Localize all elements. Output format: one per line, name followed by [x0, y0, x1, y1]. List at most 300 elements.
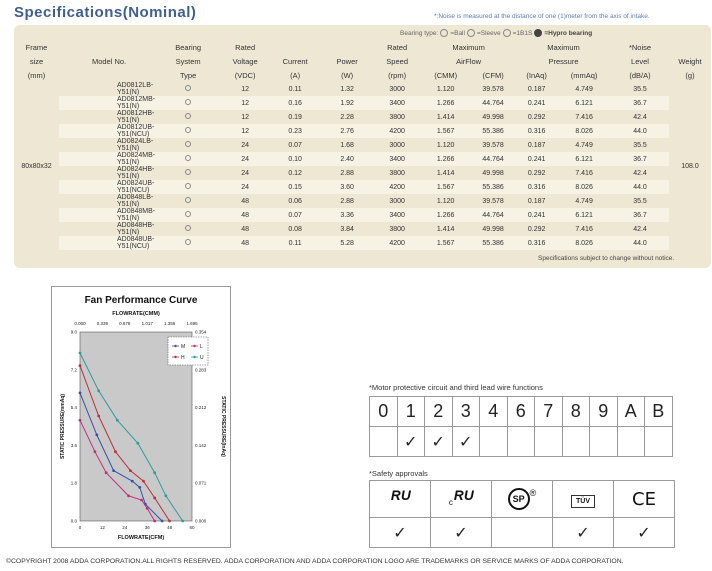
- voltage-cell: 12: [221, 124, 269, 138]
- motor-function-check: [370, 427, 398, 457]
- speed-cell: 3400: [373, 96, 421, 110]
- noise-cell: 35.5: [633, 85, 647, 93]
- series-point-H: [114, 450, 117, 453]
- series-point-H: [129, 469, 132, 472]
- table-row: [14, 222, 711, 236]
- header-power-1: Power: [336, 56, 358, 66]
- header-frame-1: Frame: [25, 42, 48, 52]
- series-point-M: [95, 434, 98, 437]
- cfm-cell: 55.386: [470, 180, 516, 194]
- safety-approval-check: ✓: [431, 518, 492, 548]
- spec-table: [14, 40, 711, 250]
- header-airflow-cfm: (CFM): [482, 70, 504, 80]
- cfm-cell: 39.578: [482, 85, 504, 93]
- header-weight-1: Weight: [678, 56, 702, 66]
- ball-bearing-icon: [185, 113, 191, 119]
- bearing-cell: [155, 222, 221, 236]
- ce-logo: CE: [632, 488, 656, 510]
- inaq-cell: 0.292: [527, 225, 546, 233]
- series-point-M: [79, 392, 82, 395]
- cfm-cell: 55.386: [470, 236, 516, 250]
- current-cell: 0.07: [269, 208, 321, 222]
- current-cell: 0.16: [269, 96, 321, 110]
- noise-note: *:Noise is measured at the distance of one (1)meter from the axis of intake.: [434, 13, 650, 20]
- ball-bearing-icon: [185, 127, 191, 133]
- table-row: [14, 138, 711, 152]
- mmaq-cell: 8.026: [557, 180, 611, 194]
- bearing-cell: [155, 180, 221, 194]
- model-cell: AD0824LB-Y51(N): [117, 138, 154, 152]
- cfm-cell: 44.764: [470, 208, 516, 222]
- series-point-L: [127, 494, 130, 497]
- cmm-cell: 1.266: [421, 152, 470, 166]
- current-cell: 0.10: [269, 152, 321, 166]
- x-tick-label: 36: [144, 525, 150, 530]
- cmm-cell: 1.414: [436, 113, 455, 121]
- header-airflow-cmm: (CMM): [434, 70, 458, 80]
- motor-function-code: 0: [370, 397, 398, 427]
- bearing-cell: [155, 236, 221, 250]
- ce-logo-cell: [614, 481, 675, 518]
- bearing-cell: [155, 208, 221, 222]
- noise-cell: 44.0: [611, 180, 669, 194]
- speed-cell: 3000: [389, 197, 405, 205]
- noise-cell: 35.5: [633, 197, 647, 205]
- mmaq-cell: 4.749: [575, 85, 593, 93]
- cul-logo: ᴿᵁ: [452, 487, 474, 510]
- bearing-legend-b1s: =1B1S: [512, 29, 533, 37]
- y-left-tick-label: 9.0: [70, 329, 77, 335]
- current-cell: 0.11: [288, 85, 302, 93]
- cmm-cell: 1.567: [421, 236, 470, 250]
- voltage-cell: 24: [241, 169, 250, 177]
- x-top-tick-label: 1.695: [186, 321, 198, 326]
- motor-function-check: ✓: [397, 427, 425, 457]
- series-point-L: [94, 450, 97, 453]
- ball-bearing-icon: [185, 239, 191, 245]
- speed-cell: 3000: [389, 141, 405, 149]
- hypro-bearing-icon: [534, 29, 542, 37]
- legend-label-L: L: [200, 343, 203, 350]
- cmm-cell: 1.120: [436, 141, 455, 149]
- inaq-cell: 0.187: [527, 85, 546, 93]
- current-cell: 0.06: [288, 197, 302, 205]
- x-top-tick-label: 1.017: [141, 321, 153, 326]
- noise-cell: 44.0: [611, 236, 669, 250]
- csa-logo: SP: [508, 488, 530, 510]
- ul-logo: ᴿᵁ: [389, 487, 411, 510]
- inaq-cell: 0.316: [516, 180, 557, 194]
- noise-cell: 35.5: [633, 141, 647, 149]
- motor-function-code: 3: [452, 397, 480, 427]
- header-noise-1: *Noise: [628, 42, 652, 52]
- cmm-cell: 1.567: [421, 124, 470, 138]
- header-bearing-3: Type: [180, 70, 197, 80]
- voltage-cell: 24: [221, 180, 269, 194]
- header-weight-2: (g): [685, 70, 695, 80]
- series-point-U: [153, 471, 156, 474]
- mmaq-cell: 8.026: [557, 236, 611, 250]
- speed-cell: 3000: [389, 85, 405, 93]
- series-point-U: [79, 352, 82, 355]
- model-cell: AD0812MB-Y51(N): [59, 96, 155, 110]
- y-left-axis-label: STATIC PRESSURE(mmAq): [60, 393, 66, 460]
- bearing-legend-prefix: Bearing type:: [400, 29, 439, 37]
- speed-cell: 3400: [373, 152, 421, 166]
- voltage-cell: 12: [221, 96, 269, 110]
- voltage-cell: 48: [241, 225, 250, 233]
- cmm-cell: 1.567: [421, 180, 470, 194]
- power-cell: 3.84: [340, 225, 354, 233]
- cfm-cell: 49.998: [482, 169, 504, 177]
- legend-marker-H: [174, 356, 176, 358]
- voltage-cell: 24: [221, 152, 269, 166]
- series-point-L: [79, 419, 82, 422]
- header-frame-2: size: [29, 56, 44, 66]
- cul-logo-cell: [431, 481, 492, 518]
- motor-function-code: 4: [480, 397, 508, 427]
- header-voltage-3: (VDC): [234, 70, 256, 80]
- legend-marker-M: [174, 345, 176, 347]
- speed-cell: 4200: [373, 180, 421, 194]
- power-cell: 2.88: [340, 197, 354, 205]
- csa-logo-cell: [492, 481, 553, 518]
- legend-label-H: H: [181, 354, 185, 361]
- speed-cell: 3800: [389, 225, 405, 233]
- noise-cell: 36.7: [611, 152, 669, 166]
- current-cell: 0.11: [269, 236, 321, 250]
- ball-bearing-icon: [185, 99, 191, 105]
- model-cell: AD0848MB-Y51(N): [59, 208, 155, 222]
- table-row: [14, 152, 711, 166]
- bearing-cell: [155, 96, 221, 110]
- x-top-tick-label: 0.000: [74, 321, 86, 326]
- ball-bearing-icon: [185, 85, 191, 91]
- cfm-cell: 55.386: [470, 124, 516, 138]
- x-top-tick-label: 1.356: [163, 321, 176, 326]
- ball-bearing-icon: [185, 197, 191, 203]
- header-speed-3: (rpm): [388, 70, 407, 80]
- header-noise-2: Level: [631, 56, 649, 66]
- y-right-tick-label: 0.212: [195, 405, 207, 411]
- series-point-U: [116, 419, 119, 422]
- y-right-tick-label: 0.142: [195, 442, 207, 448]
- model-cell: AD0848LB-Y51(N): [117, 194, 154, 208]
- series-point-L: [105, 471, 108, 474]
- y-left-tick-label: 0.0: [70, 518, 77, 524]
- header-speed-2: Speed: [386, 56, 408, 66]
- power-cell: 1.32: [340, 85, 354, 93]
- speed-cell: 3800: [389, 113, 405, 121]
- table-row: [14, 166, 711, 180]
- bearing-cell: [155, 82, 221, 96]
- power-cell: 3.60: [321, 180, 373, 194]
- weight-cell: 108.0: [669, 82, 711, 250]
- series-point-M: [131, 480, 134, 483]
- header-current-2: (A): [290, 70, 301, 80]
- speed-cell: 4200: [373, 236, 421, 250]
- table-row: [14, 180, 711, 194]
- series-point-M: [138, 486, 141, 489]
- bearing-cell: [155, 194, 221, 208]
- header-pressure-1: Maximum: [547, 42, 580, 52]
- change-notice: Specifications subject to change without notice.: [538, 255, 675, 262]
- voltage-cell: 48: [241, 197, 250, 205]
- cul-logo-c: c: [448, 497, 453, 507]
- header-current-1: Current: [282, 56, 308, 66]
- inaq-cell: 0.292: [527, 169, 546, 177]
- table-row: [14, 96, 711, 110]
- bearing-cell: [155, 138, 221, 152]
- power-cell: 1.68: [340, 141, 354, 149]
- mmaq-cell: 4.749: [575, 197, 593, 205]
- mmaq-cell: 8.026: [557, 124, 611, 138]
- header-bearing-1: Bearing: [175, 42, 202, 52]
- current-cell: 0.23: [269, 124, 321, 138]
- voltage-cell: 48: [221, 236, 269, 250]
- legend-label-M: M: [181, 343, 186, 350]
- header-speed-1: Rated: [387, 42, 408, 52]
- motor-function-check: ✓: [452, 427, 480, 457]
- noise-cell: 44.0: [611, 124, 669, 138]
- speed-cell: 4200: [373, 124, 421, 138]
- safety-approval-check: ✓: [614, 518, 675, 548]
- safety-approval-check: [492, 518, 553, 548]
- bearing-legend-ball: =Ball: [450, 29, 465, 37]
- header-model: Model No.: [91, 56, 127, 66]
- mmaq-cell: 7.416: [575, 113, 593, 121]
- speed-cell: 3800: [389, 169, 405, 177]
- series-point-U: [136, 442, 139, 445]
- ball-bearing-icon: [185, 169, 191, 175]
- model-cell: AD0824HB-Y51(N): [117, 166, 155, 180]
- sleeve-bearing-icon: [467, 29, 475, 37]
- safety-approvals-table: [369, 480, 675, 548]
- header-airflow-2: AirFlow: [456, 56, 482, 66]
- motor-function-check: [590, 427, 618, 457]
- ball-bearing-icon: [440, 29, 448, 37]
- model-cell: AD0848UB-Y51(NCU): [59, 236, 155, 250]
- model-cell: AD0824UB-Y51(NCU): [59, 180, 155, 194]
- x-top-tick-label: 0.339: [96, 321, 109, 326]
- chart-title: Fan Performance Curve: [84, 295, 198, 306]
- cfm-cell: 44.764: [470, 96, 516, 110]
- cmm-cell: 1.414: [436, 169, 455, 177]
- tuv-logo-cell: [553, 481, 614, 518]
- series-point-L: [153, 520, 156, 523]
- ball-bearing-icon: [185, 141, 191, 147]
- safety-approval-check: ✓: [553, 518, 614, 548]
- voltage-cell: 12: [241, 113, 250, 121]
- y-right-axis-label: STATIC PRESSURE(InAq): [220, 396, 226, 457]
- bearing-cell: [155, 124, 221, 138]
- inaq-cell: 0.187: [527, 141, 546, 149]
- power-cell: 5.28: [321, 236, 373, 250]
- tuv-logo: TÜV: [571, 495, 595, 508]
- header-voltage-1: Rated: [235, 42, 256, 52]
- motor-function-check: [507, 427, 535, 457]
- y-right-tick-label: 0.354: [195, 329, 207, 335]
- mmaq-cell: 7.416: [575, 169, 593, 177]
- motor-function-check: [535, 427, 563, 457]
- series-point-M: [161, 520, 164, 523]
- series-point-U: [181, 520, 184, 523]
- x-tick-label: 12: [99, 525, 105, 530]
- ball-bearing-icon: [185, 211, 191, 217]
- current-cell: 0.07: [288, 141, 302, 149]
- speed-cell: 3400: [373, 208, 421, 222]
- header-pressure-inaq: (InAq): [526, 70, 547, 80]
- noise-cell: 42.4: [633, 225, 647, 233]
- noise-cell: 42.4: [633, 113, 647, 121]
- motor-function-code: 8: [562, 397, 590, 427]
- motor-function-code: 2: [425, 397, 453, 427]
- legend-label-U: U: [200, 354, 204, 361]
- bearing-legend-sleeve: =Sleeve: [476, 29, 501, 37]
- series-point-L: [146, 507, 149, 510]
- model-cell: AD0812LB-Y51(N): [117, 82, 154, 96]
- y-right-tick-label: 0.283: [195, 367, 207, 373]
- motor-function-code: B: [645, 397, 673, 427]
- mmaq-cell: 7.416: [575, 225, 593, 233]
- y-left-tick-label: 3.6: [70, 442, 77, 448]
- inaq-cell: 0.292: [527, 113, 546, 121]
- x-axis-label: FLOWRATE(CFM): [117, 535, 165, 541]
- cfm-cell: 44.764: [470, 152, 516, 166]
- bearing-cell: [155, 166, 221, 180]
- model-cell: AD0812UB-Y51(NCU): [59, 124, 155, 138]
- motor-functions-label: *Motor protective circuit and third lead wire functions: [369, 383, 543, 392]
- voltage-cell: 48: [221, 208, 269, 222]
- voltage-cell: 12: [241, 85, 250, 93]
- legend-marker-U: [193, 356, 195, 358]
- ul-logo-cell: [370, 481, 431, 518]
- legend-marker-L: [193, 345, 195, 347]
- table-row: [14, 194, 711, 208]
- series-point-H: [168, 520, 171, 523]
- current-cell: 0.12: [288, 169, 302, 177]
- current-cell: 0.15: [269, 180, 321, 194]
- x-tick-label: 48: [167, 525, 173, 530]
- table-row: [14, 110, 711, 124]
- motor-function-check: [645, 427, 673, 457]
- table-row: [14, 208, 711, 222]
- table-row: [14, 82, 711, 96]
- motor-function-code: 7: [535, 397, 563, 427]
- power-cell: 2.28: [340, 113, 354, 121]
- motor-function-code: 9: [590, 397, 618, 427]
- mmaq-cell: 6.121: [557, 96, 611, 110]
- fan-performance-chart: [51, 286, 231, 548]
- header-frame-3: (mm): [27, 70, 46, 80]
- bearing-cell: [155, 110, 221, 124]
- x-top-axis-label: FLOWRATE(CMM): [112, 311, 160, 317]
- motor-function-check: [480, 427, 508, 457]
- motor-functions-table: [369, 396, 673, 457]
- series-point-H: [97, 415, 100, 418]
- motor-function-code: A: [617, 397, 645, 427]
- model-cell: AD0848HB-Y51(N): [117, 222, 155, 236]
- power-cell: 2.88: [340, 169, 354, 177]
- model-cell: AD0824MB-Y51(N): [59, 152, 155, 166]
- inaq-cell: 0.187: [527, 197, 546, 205]
- ball-bearing-icon: [185, 155, 191, 161]
- x-tick-label: 60: [189, 525, 195, 530]
- inaq-cell: 0.316: [516, 236, 557, 250]
- motor-function-code: 1: [397, 397, 425, 427]
- series-point-U: [97, 389, 100, 392]
- series-point-H: [79, 364, 82, 367]
- header-bearing-2: System: [175, 56, 201, 66]
- motor-function-check: [617, 427, 645, 457]
- table-row: [14, 124, 711, 138]
- cfm-cell: 49.998: [482, 113, 504, 121]
- inaq-cell: 0.241: [516, 208, 557, 222]
- x-tick-label: 24: [122, 525, 128, 530]
- series-point-H: [142, 480, 145, 483]
- header-airflow-1: Maximum: [452, 42, 485, 52]
- copyright-notice: ©COPYRIGHT 2008 ADDA CORPORATION.ALL RIGHTS RESERVED. ADDA CORPORATION AND ADDA CORPORATION LOGO ARE TRADEMARKS OR SERVICE MARKS OF ADDA CORPORATION.: [6, 558, 624, 565]
- frame-size-cell: 80x80x32: [14, 82, 59, 250]
- inaq-cell: 0.241: [516, 96, 557, 110]
- mmaq-cell: 6.121: [557, 152, 611, 166]
- y-right-tick-label: 0.000: [195, 518, 207, 524]
- inaq-cell: 0.316: [516, 124, 557, 138]
- cmm-cell: 1.266: [421, 208, 470, 222]
- cfm-cell: 39.578: [482, 141, 504, 149]
- table-row: [14, 236, 711, 250]
- model-cell: AD0812HB-Y51(N): [117, 110, 155, 124]
- header-noise-3: (dB/A): [629, 70, 651, 80]
- noise-cell: 36.7: [611, 96, 669, 110]
- safety-approvals-label: *Safety approvals: [369, 469, 428, 478]
- series-point-L: [140, 499, 143, 502]
- voltage-cell: 24: [241, 141, 250, 149]
- chart-svg: [52, 287, 230, 547]
- ball-bearing-icon: [185, 225, 191, 231]
- cmm-cell: 1.266: [421, 96, 470, 110]
- x-top-tick-label: 0.678: [119, 321, 131, 326]
- series-point-M: [112, 469, 115, 472]
- cfm-cell: 39.578: [482, 197, 504, 205]
- bearing-legend-hypro: =Hypro bearing: [544, 29, 593, 37]
- noise-cell: 36.7: [611, 208, 669, 222]
- noise-cell: 42.4: [633, 169, 647, 177]
- header-power-2: (W): [341, 70, 354, 80]
- bearing-legend: [400, 29, 592, 37]
- page-title: Specifications(Nominal): [14, 4, 197, 21]
- current-cell: 0.19: [288, 113, 302, 121]
- y-left-tick-label: 5.4: [70, 405, 77, 411]
- power-cell: 1.92: [321, 96, 373, 110]
- header-pressure-mmaq: (mmAq): [570, 70, 598, 80]
- motor-function-code: 6: [507, 397, 535, 427]
- cfm-cell: 49.998: [482, 225, 504, 233]
- motor-function-check: [562, 427, 590, 457]
- y-left-tick-label: 1.8: [70, 480, 77, 486]
- cmm-cell: 1.120: [436, 85, 455, 93]
- power-cell: 2.40: [321, 152, 373, 166]
- cmm-cell: 1.414: [436, 225, 455, 233]
- mmaq-cell: 4.749: [575, 141, 593, 149]
- csa-logo-reg: ®: [529, 488, 537, 498]
- current-cell: 0.08: [288, 225, 302, 233]
- x-tick-label: 0: [78, 525, 82, 530]
- power-cell: 3.36: [321, 208, 373, 222]
- series-point-U: [164, 494, 167, 497]
- ball-bearing-icon: [185, 183, 191, 189]
- power-cell: 2.76: [321, 124, 373, 138]
